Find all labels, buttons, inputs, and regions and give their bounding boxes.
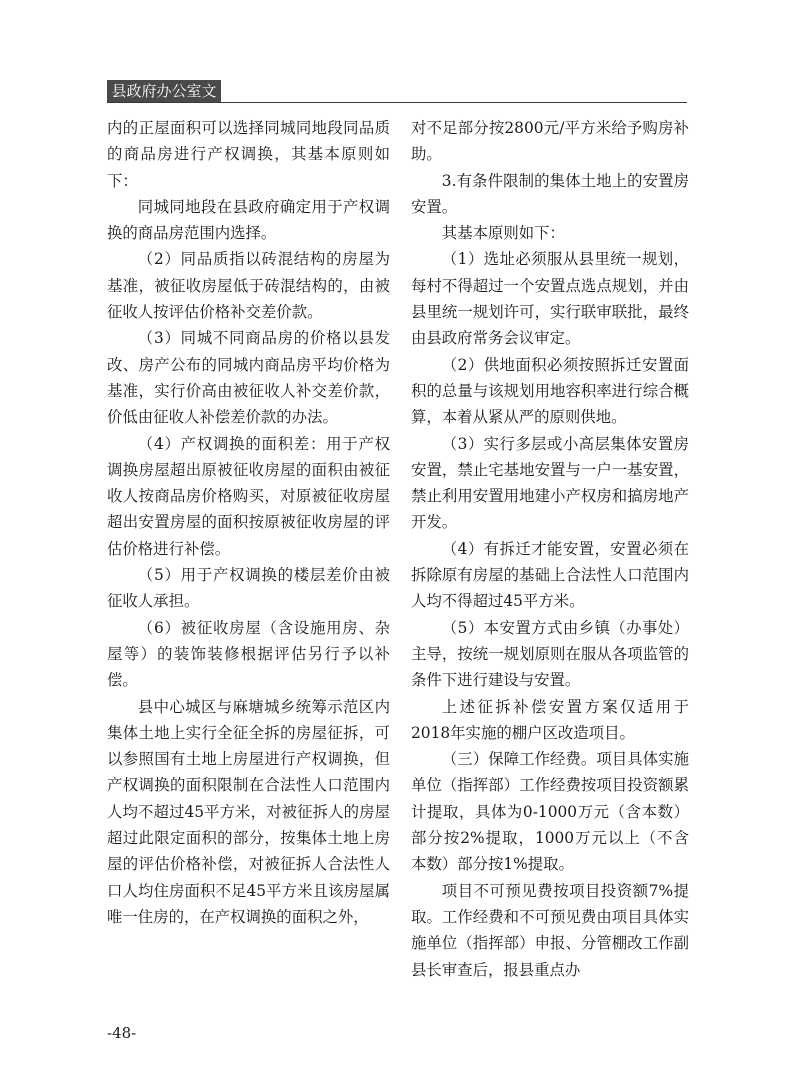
paragraph: （1）选址必须服从县里统一规划，每村不得超过一个安置点选点规划，并由县里统一规划许可，实行联审联批，最终由县政府常务会议审定。	[411, 250, 689, 348]
paragraph: （3）同城不同商品房的价格以县发改、房产公布的同城内商品房平均价格为基准，实行价高由被征收人补交差价款，价低由征收人补偿差价款的办法。	[107, 329, 390, 427]
paragraph: 其基本原则如下：	[441, 224, 565, 243]
paragraph: 3.有条件限制的集体土地上的安置房安置。	[411, 171, 689, 216]
paragraph: （4）产权调换的面积差：用于产权调换房屋超出原被征收房屋的面积由被征收人按商品房价格购买，对原被征收房屋超出安置房屋的面积按原被征收房屋的评估价格进行补偿。	[107, 434, 390, 558]
paragraph: （3）实行多层或小高层集体安置房安置，禁止宅基地安置与一户一基安置，禁止利用安置用地建小产权房和搞房地产开发。	[411, 434, 689, 532]
page-number: -48-	[107, 1024, 137, 1042]
paragraph: 项目不可预见费按项目投资额7%提取。工作经费和不可预见费由项目具体实施单位（指挥部）申报、分管棚改工作副县长审查后，报县重点办	[411, 881, 689, 979]
paragraph: 上述征拆补偿安置方案仅适用于2018年实施的棚户区改造项目。	[411, 697, 689, 742]
header-divider	[107, 102, 687, 103]
paragraph: （6）被征收房屋（含设施用房、杂屋等）的装饰装修根据评估另行予以补偿。	[107, 618, 390, 690]
paragraph: （5）本安置方式由乡镇（办事处）主导，按统一规划原则在服从各项监管的条件下进行建设与安置。	[411, 618, 689, 690]
paragraph: 同城同地段在县政府确定用于产权调换的商品房范围内选择。	[107, 197, 390, 243]
right-column	[411, 115, 689, 983]
paragraph: （三）保障工作经费。项目具体实施单位（指挥部）工作经费按项目投资额累计提取，具体为0-1000万元（含本数）部分按2%提取，1000万元以上（不含本数）部分按1%提取。	[411, 750, 689, 874]
paragraph: （4）有拆迁才能安置，安置必须在拆除原有房屋的基础上合法性人口范围内人均不得超过45平方米。	[411, 539, 689, 611]
paragraph: （2）供地面积必须按照拆迁安置面积的总量与该规划用地容积率进行综合概算，本着从紧从严的原则供地。	[411, 355, 689, 427]
left-column	[107, 115, 390, 930]
paragraph: 县中心城区与麻塘城乡统筹示范区内集体土地上实行全征全拆的房屋征拆，可以参照国有土地上房屋进行产权调换，但产权调换的面积限制在合法性人口范围内人均不超过45平方米，对被征拆人的房屋超过此限定面积的部分，按集体土地上房屋的评估价格补偿，对被征拆人合法性人口人均住房面积不足45平方米且该房屋属唯一住房的，在产权调换的面积之外，	[107, 697, 390, 926]
section-label: 县政府办公室文件	[107, 80, 221, 102]
paragraph: （2）同品质指以砖混结构的房屋为基准，被征收房屋低于砖混结构的，由被征收人按评估价格补交差价款。	[107, 250, 390, 322]
paragraph: 内的正屋面积可以选择同城同地段同品质的商品房进行产权调换，其基本原则如下：	[107, 119, 390, 190]
paragraph: 对不足部分按2800元/平方米给予购房补助。	[411, 119, 689, 164]
paragraph: （5）用于产权调换的楼层差价由被征收人承担。	[107, 566, 390, 611]
